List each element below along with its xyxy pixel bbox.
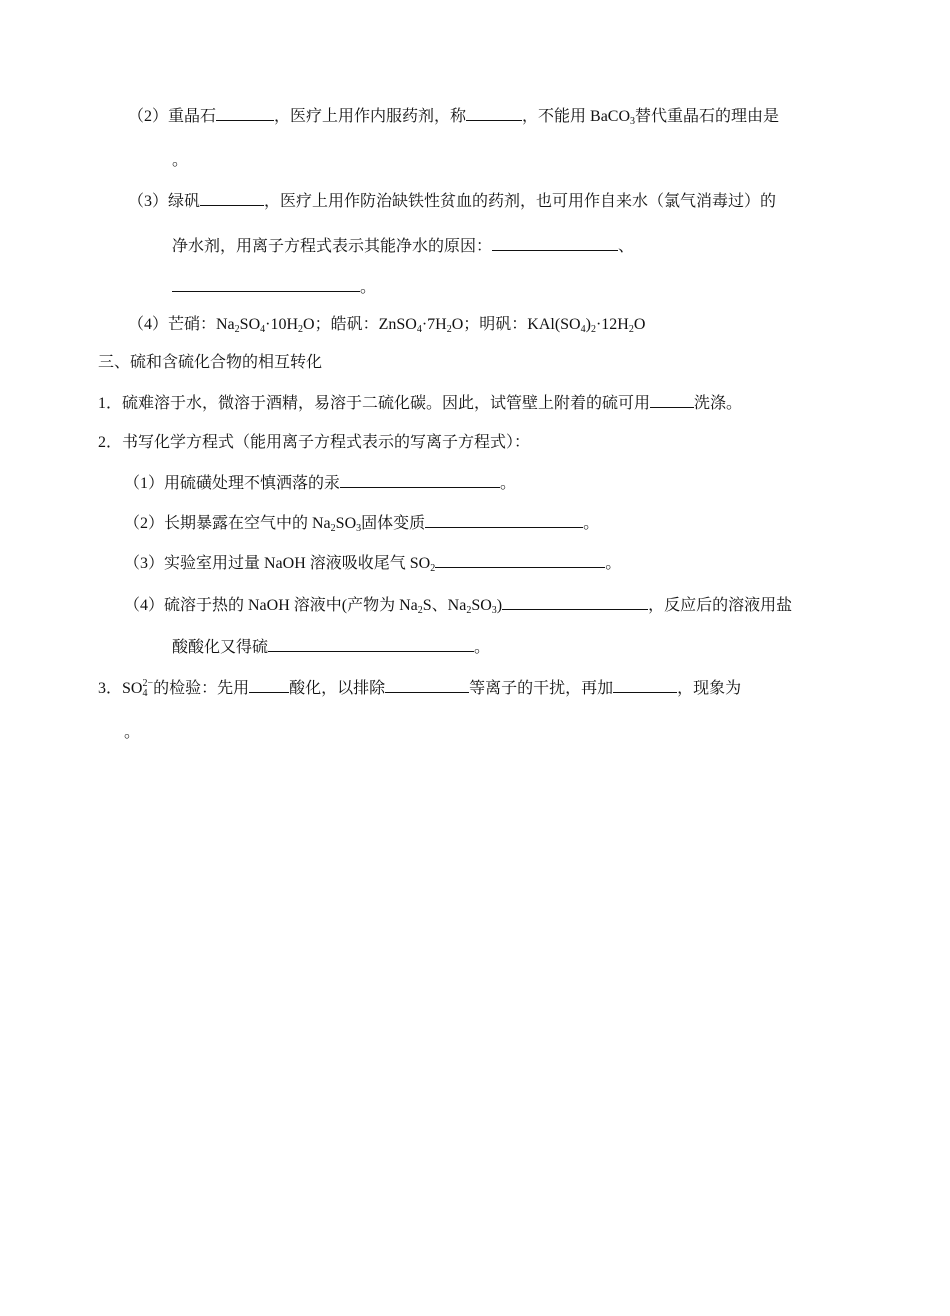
item3-text: 的检验：先用	[153, 680, 250, 697]
section-heading: 三、硫和含硫化合物的相互转化	[98, 354, 323, 371]
sub2-end: 。	[583, 515, 600, 532]
sub4-text: S、Na	[422, 597, 467, 614]
sub4-line-2	[172, 636, 490, 659]
q2-prefix: （2）重晶石	[128, 108, 217, 125]
sub3-end: 。	[605, 555, 622, 572]
sub4-text: （4）硫溶于热的 NaOH 溶液中(产物为 Na	[124, 597, 418, 614]
sub4-text: )	[496, 597, 503, 614]
q2-mid1: ，医疗上用作内服药剂，称	[274, 108, 467, 125]
item1-text: 1．硫难溶于水，微溶于酒精，易溶于二硫化碳。因此，试管壁上附着的硫可用	[98, 395, 651, 412]
item3-sup: 2−	[142, 678, 154, 689]
sub3-sub: 2	[430, 563, 436, 574]
sub4-blank-1[interactable]	[502, 594, 648, 610]
sub4-sub: 3	[491, 605, 497, 616]
q3-line2-text: 净水剂，用离子方程式表示其能净水的原因：	[172, 238, 493, 255]
q3-end: 。	[360, 279, 377, 296]
q4-sub: 2	[446, 324, 452, 335]
q3-line-2	[172, 235, 634, 258]
sub3-text: （3）实验室用过量 NaOH 溶液吸收尾气 SO	[124, 555, 431, 572]
sub4-end: 。	[474, 639, 491, 656]
q3-sep: 、	[618, 238, 635, 255]
item3-text: 等离子的干扰，再加	[469, 680, 614, 697]
q2-tail: 替代重晶石的理由是	[635, 108, 780, 125]
item1-blank[interactable]	[650, 392, 694, 408]
q4-line	[128, 314, 645, 336]
q2-sub: 3	[630, 116, 636, 127]
q3-blank-1[interactable]	[200, 190, 264, 206]
sub4-text: SO	[471, 597, 492, 614]
sub4-blank-2[interactable]	[268, 636, 474, 652]
q4-sub: 4	[260, 324, 266, 335]
q3-line-1	[128, 190, 776, 213]
q2-blank-1[interactable]	[216, 105, 274, 121]
q4-sub: 4	[416, 324, 422, 335]
item3-blank-1[interactable]	[249, 677, 289, 693]
q4-sub: 2	[628, 324, 634, 335]
sub2-sub: 3	[356, 523, 362, 534]
q3-blank-2[interactable]	[492, 235, 618, 251]
q4-sub: 4	[580, 324, 586, 335]
q2-end: 。	[172, 152, 189, 169]
sub1-line	[124, 472, 516, 495]
item3-sub: 4	[142, 688, 148, 699]
q4-text: ·12H	[595, 316, 629, 333]
sub2-text: SO	[335, 515, 357, 532]
item3-end: 。	[124, 724, 141, 741]
sub4-line-1	[124, 594, 792, 617]
q4-sub: 2	[234, 324, 240, 335]
q4-text: O；明矾：KAl(SO	[451, 316, 581, 333]
item3-blank-3[interactable]	[613, 677, 677, 693]
sub1-end: 。	[500, 475, 517, 492]
sub3-line	[124, 552, 621, 575]
q4-text: ·7H	[421, 316, 447, 333]
sub1-blank[interactable]	[340, 472, 500, 488]
q3-blank-3[interactable]	[172, 276, 360, 292]
q2-blank-2[interactable]	[466, 105, 522, 121]
q3-mid: ，医疗上用作防治缺铁性贫血的药剂，也可用作自来水（氯气消毒过）的	[264, 193, 777, 210]
q3-prefix: （3）绿矾	[128, 193, 201, 210]
sub2-text: 固体变质	[361, 515, 426, 532]
q4-text: SO	[239, 316, 261, 333]
item2-line: 2．书写化学方程式（能用离子方程式表示的写离子方程式）：	[98, 434, 531, 451]
q3-line-3	[172, 276, 376, 299]
sub2-blank[interactable]	[425, 512, 583, 528]
item3-text: 3．SO	[98, 680, 143, 697]
item3-text: 酸化，以排除	[289, 680, 386, 697]
sub4-sub: 2	[466, 605, 472, 616]
sub4-sub: 2	[417, 605, 423, 616]
item3-line	[98, 677, 741, 700]
q4-text: （4）芒硝：Na	[128, 316, 235, 333]
q4-text: ·10H	[265, 316, 299, 333]
sub2-text: （2）长期暴露在空气中的 Na	[124, 515, 331, 532]
sub2-line	[124, 512, 599, 535]
q2-line	[128, 105, 779, 128]
q4-text: O	[633, 316, 646, 333]
sub3-blank[interactable]	[435, 552, 605, 568]
item1-line	[98, 392, 742, 415]
q4-sub: 2	[298, 324, 304, 335]
item1-tail: 洗涤。	[694, 395, 743, 412]
q4-sub: 2	[590, 324, 596, 335]
sub4-text: ，反应后的溶液用盐	[648, 597, 793, 614]
q4-text: O；皓矾：ZnSO	[303, 316, 417, 333]
sub1-text: （1）用硫磺处理不慎洒落的汞	[124, 475, 341, 492]
q4-text: )	[585, 316, 591, 333]
sub4-text: 酸酸化又得硫	[172, 639, 269, 656]
item3-blank-2[interactable]	[385, 677, 469, 693]
q2-mid2: ，不能用 BaCO	[522, 108, 631, 125]
sub2-sub: 2	[330, 523, 336, 534]
item3-text: ，现象为	[677, 680, 742, 697]
